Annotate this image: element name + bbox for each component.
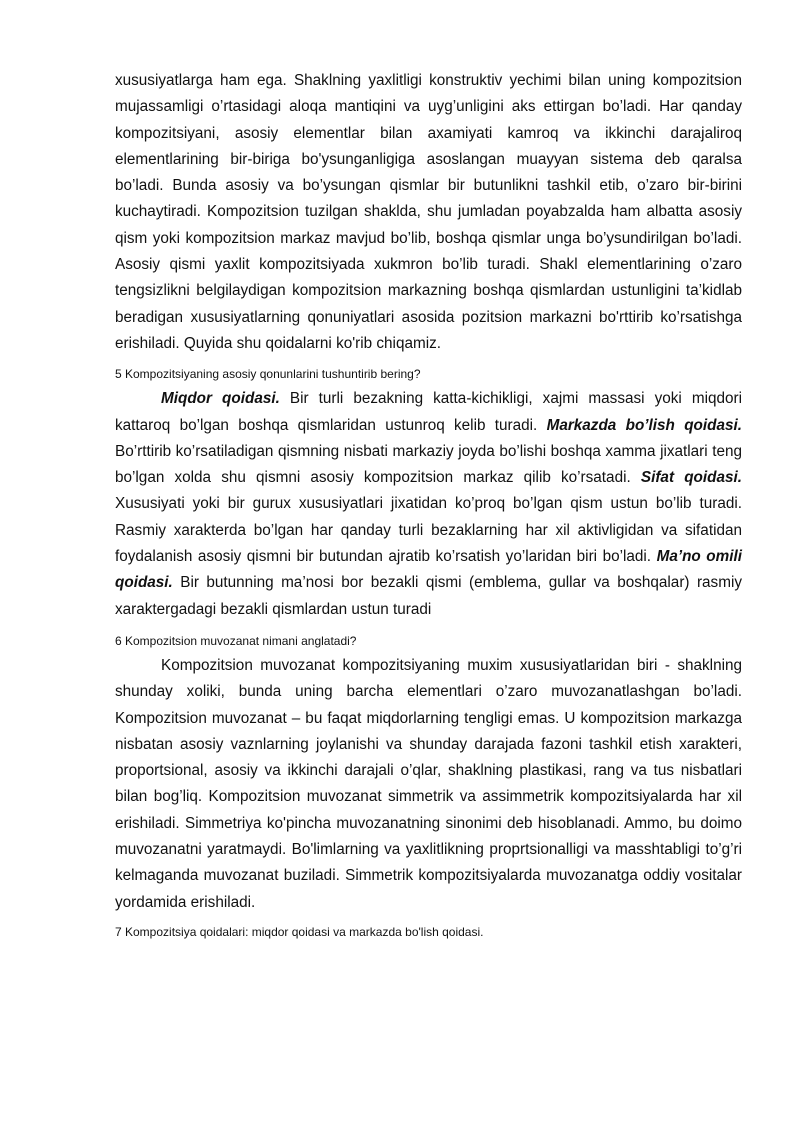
answer-5-paragraph (115, 386, 742, 623)
question-5-heading: 5 Kompozitsiyaning asosiy qonunlarini tushuntirib bering? (115, 367, 421, 382)
rule-meaning-text: Bir butunning ma’nosi bor bezakli qismi (emblema, gullar va boshqalar) rasmiy xaraktergadagi bezakli qismlardan ustun turadi (115, 574, 742, 618)
rule-meaning-title: Ma’no omili qoidasi. (115, 548, 742, 592)
rule-quantity-title: Miqdor qoidasi. (161, 390, 280, 408)
rule-center-title: Markazda bo’lish qoidasi. (546, 416, 742, 434)
intro-paragraph: xususiyatlarga ham ega. Shaklning yaxlitligi konstruktiv yechimi bilan uning kompozitsion mujassamligi o’rtasidagi aloqa mantiqini va uyg’unligini aks ettirgan bo’ladi. Har qanday kompozitsiyani, asosiy elementlar bilan axamiyati kamroq va ikkinchi darajaliroq elementlarining bir-biriga bo'ysunganligiga asoslangan muayyan sistema deb qaralsa bo’ladi. Bunda asosiy va bo’ysungan qismlar bir butunlikni tashkil etib, o’zaro bir-birini kuchaytiradi. Kompozitsion tuzilgan shaklda, shu jumladan poyabzalda ham albatta asosiy qism yoki kompozitsion markaz mavjud bo’lib, boshqa qismlar unga bo’ysundirilgan bo’ladi. Asosiy qismi yaxlit kompozitsiyada xukmron bo’lib turadi. Shakl elementlarining o’zaro tengsizlikni belgilaydigan kompozitsion markazning boshqa qismlardan ustunligini ta’kidlab beradigan xususiyatlarning qonuniyatlari asosida pozitsion markazni bo'rttirib ko’rsatishga erishiladi. Quyida shu qoidalarni ko'rib chiqamiz. (115, 72, 742, 352)
document-page (115, 68, 742, 940)
question-6-heading: 6 Kompozitsion muvozanat nimani anglatadi? (115, 633, 357, 648)
answer-6-paragraph: Kompozitsion muvozanat kompozitsiyaning muxim xususiyatlaridan biri - shaklning shunday xoliki, bunda uning barcha elementlari o’zaro muvozanatlashgan bo’ladi. Kompozitsion muvozanat – bu faqat miqdorlarning tengligi emas. U kompozitsion markazga nisbatan asosiy vaznlarning joylanishi va shunday darajada fazoni tashkil etish xarakteri, proportsional, asosiy va ikkinchi darajali o’qlar, shaklning plastikasi, rang va tus nisbatlari bilan bog’liq. Kompozitsion muvozanat simmetrik va assimmetrik kompozitsiyalarda har xil erishiladi. Simmetriya ko'pincha muvozanatning sinonimi deb hisoblanadi. Ammo, bu doimo muvozanatni yaratmaydi. Bo'limlarning va yaxlitlikning proprtsionalligi va masshtabligi to’g’ri kelmaganda muvozanat buziladi. Simmetrik kompozitsiyalarda muvozanatga oddiy vositalar yordamida erishiladi. (115, 656, 742, 911)
rule-center-text: Bo’rttirib ko’rsatiladigan qismning nisbati markaziy joyda bo’lishi boshqa xamma jixatlari teng bo’lgan xolda shu qismni asosiy kompozitsion markaz qilib ko’rsatadi. (115, 442, 742, 487)
rule-quantity-text: Bir turli bezakning katta-kichikligi, xajmi massasi yoki miqdori kattaroq bo’lgan boshqa qismlaridan ustunroq kelib turadi. (115, 390, 742, 434)
rule-quality-title: Sifat qoidasi. (640, 469, 742, 487)
rule-quality-text: Xususiyati yoki bir gurux xususiyatlari jixatidan ko’proq bo’lgan qism ustun bo’lib turadi. Rasmiy xarakterda bo’lgan har qanday turli bezaklarning har xil aktivligidan va sifatidan foydalanish asosiy qismni bir butundan ajratib ko’rsatish yo’laridan biri bo’ladi. (115, 495, 742, 566)
question-7-heading: 7 Kompozitsiya qoidalari: miqdor qoidasi va markazda bo'lish qoidasi. (115, 924, 484, 939)
